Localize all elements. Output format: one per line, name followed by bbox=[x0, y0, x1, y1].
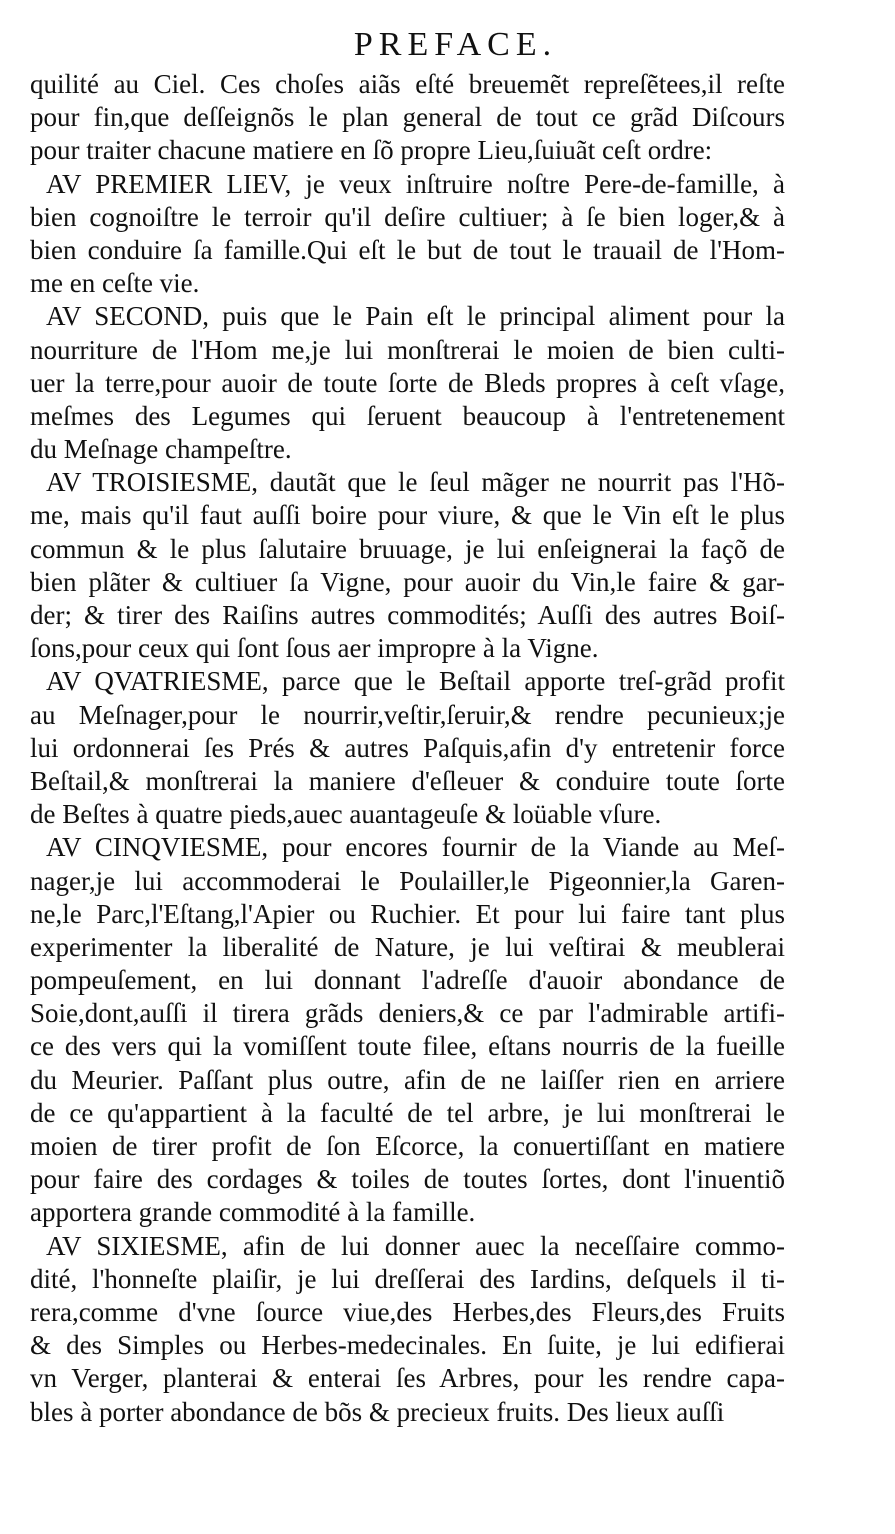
text-line: apportera grande commodité à la famille. bbox=[30, 1197, 476, 1228]
text-line: de Beſtes à quatre pieds,auec auantageuſe & loüable vſure. bbox=[30, 799, 662, 830]
text-line: commun & le plus ſalutaire bruuage, je lui enſeignerai la façõ de bbox=[30, 533, 785, 564]
text-line: de ce qu'appartient à la faculté de tel arbre, je lui monſtrerai le bbox=[30, 1097, 785, 1128]
text-line: & des Simples ou Herbes-medecinales. En ſuite, je lui edifierai bbox=[30, 1330, 785, 1361]
text-line: du Meſnage champeſtre. bbox=[30, 434, 292, 465]
body-text bbox=[30, 68, 785, 1429]
text-line: ne,le Parc,l'Eſtang,l'Apier ou Ruchier. Et pour lui faire tant plus bbox=[30, 898, 785, 929]
text-line: der; & tirer des Raiſins autres commodités; Auſſi des autres Boiſ- bbox=[30, 600, 785, 630]
text-line: bien cognoiſtre le terroir qu'il deſire cultiuer; à ſe bien loger,& à bbox=[30, 201, 785, 232]
text-line: pour faire des cordages & toiles de toutes ſortes, dont l'inuentiõ bbox=[30, 1164, 785, 1195]
text-line: bien conduire ſa famille.Qui eſt le but de tout le trauail de l'Hom- bbox=[30, 234, 785, 265]
text-line: uer la terre,pour auoir de toute ſorte de Bleds propres à ceſt vſage, bbox=[30, 367, 785, 398]
text-line: AV CINQVIESME, pour encores fournir de la Viande au Meſ- bbox=[46, 832, 785, 863]
text-line: moien de tirer profit de ſon Eſcorce, la conuertiſſant en matiere bbox=[30, 1131, 785, 1161]
page-header-title: PREFACE. bbox=[353, 26, 558, 63]
text-line: nager,je lui accommoderai le Poulailler,le Pigeonnier,la Garen- bbox=[30, 865, 785, 896]
text-line: AV PREMIER LIEV, je veux inſtruire noſtre Pere-de-famille, à bbox=[46, 168, 785, 199]
text-line: me en ceſte vie. bbox=[30, 268, 200, 299]
text-line: pour traiter chacune matiere en ſõ propre Lieu,ſuiuãt ceſt ordre: bbox=[30, 135, 713, 166]
text-line: meſmes des Legumes qui ſeruent beaucoup à l'entretenement bbox=[30, 400, 785, 431]
text-line: AV QVATRIESME, parce que le Beſtail apporte treſ-grãd profit bbox=[46, 666, 785, 697]
text-line: vn Verger, planterai & enterai ſes Arbres, pour les rendre capa- bbox=[30, 1363, 785, 1394]
text-line: dité, l'honneſte plaiſir, je lui dreſſerai des Iardins, deſquels il ti- bbox=[30, 1263, 785, 1294]
text-line: du Meurier. Paſſant plus outre, afin de ne laiſſer rien en arriere bbox=[30, 1064, 785, 1095]
text-line: ſons,pour ceux qui ſont ſous aer impropre à la Vigne. bbox=[30, 633, 599, 664]
text-line: bien plãter & cultiuer ſa Vigne, pour auoir du Vin,le faire & gar- bbox=[30, 566, 785, 597]
text-line: experimenter la liberalité de Nature, je lui veſtirai & meublerai bbox=[30, 931, 785, 962]
text-line: bles à porter abondance de bõs & precieux fruits. Des lieux auſſi bbox=[30, 1396, 725, 1427]
text-line: au Meſnager,pour le nourrir,veſtir,ſeruir,& rendre pecunieux;je bbox=[30, 699, 785, 730]
text-line: Beſtail,& monſtrerai la maniere d'eſleuer & conduire toute ſorte bbox=[30, 765, 785, 796]
text-line: Soie,dont,auſſi il tirera grãds deniers,& ce par l'admirable artifi- bbox=[30, 998, 785, 1029]
text-line: lui ordonnerai ſes Prés & autres Paſquis,afin d'y entretenir force bbox=[30, 732, 785, 763]
text-line: AV SECOND, puis que le Pain eſt le principal aliment pour la bbox=[46, 301, 785, 332]
text-line: pour fin,que deſſeignõs le plan general de tout ce grãd Diſcours bbox=[30, 102, 785, 133]
text-line: rera,comme d'vne ſource viue,des Herbes,des Fleurs,des Fruits bbox=[30, 1296, 785, 1327]
text-line: AV SIXIESME, afin de lui donner auec la neceſſaire commo- bbox=[46, 1230, 785, 1261]
text-line: me, mais qu'il faut auſſi boire pour viure, & que le Vin eſt le plus bbox=[30, 500, 785, 531]
text-line: ce des vers qui la vomiſſent toute filee, eſtans nourris de la fueille bbox=[30, 1031, 785, 1062]
text-line: AV TROISIESME, dautãt que le ſeul mãger ne nourrit pas l'Hõ- bbox=[46, 467, 785, 498]
text-line: quilité au Ciel. Ces choſes aiãs eſté breuemẽt repreſẽtees,il reſte bbox=[30, 69, 785, 99]
text-line: nourriture de l'Hom me,je lui monſtrerai le moien de bien culti- bbox=[30, 334, 785, 365]
text-line: pompeuſement, en lui donnant l'adreſſe d'auoir abondance de bbox=[30, 965, 785, 996]
